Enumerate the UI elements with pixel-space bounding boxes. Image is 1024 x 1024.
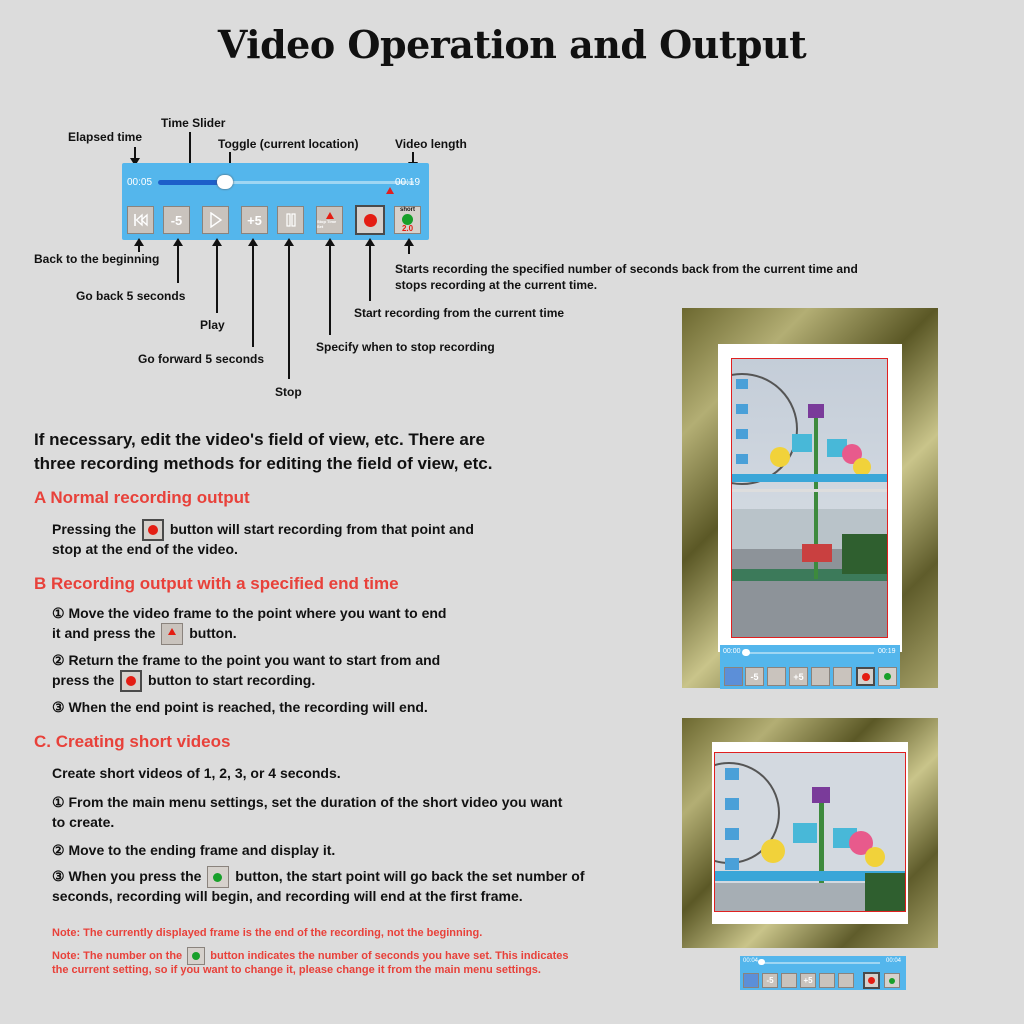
mini-record-button[interactable] — [856, 667, 875, 686]
record-button[interactable] — [355, 205, 385, 235]
pause-icon — [285, 213, 297, 227]
mini-go-forward-5-button[interactable]: +5 — [800, 973, 816, 988]
mini-elapsed: 00:04 — [743, 958, 759, 964]
red-triangle-icon — [168, 628, 176, 635]
connector-line — [177, 245, 179, 283]
label-toggle: Toggle (current location) — [218, 137, 359, 151]
intro-text-line1: If necessary, edit the video's field of view, etc. There are — [34, 430, 485, 449]
rewind-icon — [133, 213, 149, 227]
inline-record-button — [120, 670, 142, 692]
label-elapsed-time: Elapsed time — [68, 130, 143, 144]
record-icon — [862, 673, 870, 681]
mini-stop-button[interactable] — [819, 973, 835, 988]
mini-slider-toggle[interactable] — [758, 959, 765, 965]
mini-short-button[interactable] — [878, 667, 897, 686]
connector-line — [288, 245, 290, 379]
stop-button[interactable] — [277, 206, 304, 234]
mini-control-bar-2 — [740, 956, 906, 990]
mini-short-button[interactable] — [884, 973, 900, 988]
mini-back-to-beginning-button[interactable] — [724, 667, 743, 686]
video-preview-1 — [731, 358, 888, 638]
section-c-step1-a: ① From the main menu settings, set the duration of the short video you want — [52, 794, 563, 810]
mini-go-back-5-button[interactable]: -5 — [745, 667, 764, 686]
page-title: Video Operation and Output — [217, 22, 807, 67]
back-to-beginning-button[interactable] — [127, 206, 154, 234]
record-icon — [364, 214, 377, 227]
section-b-step1-b-before: it and press the — [52, 625, 156, 641]
label-short-description: Starts recording the specified number of seconds back from the current time and stops recording at the current time. — [395, 262, 858, 292]
stop-time-set-label: Stop Time Set — [317, 218, 337, 229]
note-1: Note: The currently displayed frame is the end of the recording, not the beginning. — [52, 927, 483, 939]
mini-record-button[interactable] — [863, 972, 880, 989]
inline-record-button — [142, 519, 164, 541]
section-c-step1-b: to create. — [52, 814, 115, 830]
section-a-line2: stop at the end of the video. — [52, 541, 238, 557]
short-icon — [192, 952, 200, 960]
elapsed-time-readout: 00:05 — [127, 177, 153, 188]
section-a-text — [52, 519, 474, 541]
mini-stop-time-set-button[interactable] — [833, 667, 852, 686]
label-go-forward-5: Go forward 5 seconds — [138, 352, 265, 366]
heading-section-b: B Recording output with a specified end time — [34, 574, 399, 593]
go-forward-5-button[interactable]: +5 — [241, 206, 268, 234]
section-b-step2-b — [52, 670, 315, 692]
record-icon — [148, 525, 158, 535]
section-a-text-before: Pressing the — [52, 521, 137, 537]
section-c-step3-before: ③ When you press the — [52, 868, 202, 884]
note-2-line2: the current setting, so if you want to change it, please change it from the main menu settings. — [52, 964, 541, 976]
section-c-step2: ② Move to the ending frame and display it. — [52, 842, 336, 858]
label-specify-stop: Specify when to stop recording — [316, 340, 495, 354]
heading-section-c: C. Creating short videos — [34, 732, 231, 751]
label-start-recording: Start recording from the current time — [354, 306, 565, 320]
connector-line — [216, 245, 218, 313]
connector-line — [138, 245, 140, 252]
section-b-step2-b-after: button to start recording. — [148, 672, 316, 688]
short-icon — [884, 673, 891, 680]
short-video-button[interactable] — [394, 206, 421, 234]
mini-play-button[interactable] — [767, 667, 786, 686]
time-slider-toggle[interactable] — [217, 175, 233, 189]
mini-slider-track[interactable] — [744, 652, 874, 654]
label-go-back-5: Go back 5 seconds — [76, 289, 186, 303]
stop-time-set-button[interactable] — [316, 206, 343, 234]
amusement-park-photo — [715, 753, 906, 912]
time-slider-fill — [158, 180, 225, 185]
go-back-5-button[interactable]: -5 — [163, 206, 190, 234]
section-b-step2-a: ② Return the frame to the point you want to start from and — [52, 652, 441, 668]
mini-control-bar-1 — [720, 645, 900, 689]
label-play: Play — [200, 318, 225, 332]
label-time-slider: Time Slider — [161, 116, 226, 130]
section-c-step3-b: seconds, recording will begin, and recording will end at the first frame. — [52, 888, 523, 904]
inline-short-button — [207, 866, 229, 888]
short-icon — [213, 873, 222, 882]
mini-length: 00:04 — [886, 958, 902, 964]
label-back-to-beginning: Back to the beginning — [34, 252, 160, 266]
play-button[interactable] — [202, 206, 229, 234]
note-2-after: button indicates the number of seconds you have set. This indicates — [210, 949, 569, 962]
inline-stop-time-set-button — [161, 623, 183, 645]
note-2-before: Note: The number on the — [52, 949, 183, 962]
play-icon — [209, 212, 223, 228]
mini-slider-toggle[interactable] — [742, 649, 750, 656]
mini-play-button[interactable] — [781, 973, 797, 988]
mini-go-forward-5-button[interactable]: +5 — [789, 667, 808, 686]
red-triangle-icon — [326, 212, 334, 219]
video-preview-2 — [714, 752, 906, 912]
record-icon — [868, 977, 875, 984]
mini-length: 00:19 — [878, 648, 896, 655]
mini-go-back-5-button[interactable]: -5 — [762, 973, 778, 988]
mini-back-to-beginning-button[interactable] — [743, 973, 759, 988]
heading-section-a: A Normal recording output — [34, 488, 250, 507]
section-c-step3-after: button, the start point will go back the set number of — [235, 868, 585, 884]
mini-stop-button[interactable] — [811, 667, 830, 686]
record-icon — [126, 676, 136, 686]
section-a-text-after: button will start recording from that point and — [169, 521, 474, 537]
mini-elapsed: 00:00 — [723, 648, 741, 655]
amusement-park-photo — [732, 359, 888, 638]
section-b-step1-b-after: button. — [189, 625, 237, 641]
section-b-step1-b — [52, 623, 237, 645]
section-c-step3 — [52, 866, 584, 888]
connector-line — [369, 245, 371, 301]
video-control-bar — [122, 163, 429, 240]
mini-stop-time-set-button[interactable] — [838, 973, 854, 988]
video-length-readout: 00:19 — [395, 177, 421, 188]
label-video-length: Video length — [395, 137, 467, 151]
section-b-step2-b-before: press the — [52, 672, 115, 688]
section-c-intro: Create short videos of 1, 2, 3, or 4 seconds. — [52, 765, 341, 781]
connector-line — [329, 245, 331, 335]
label-stop: Stop — [275, 385, 302, 399]
intro-text-line2: three recording methods for editing the field of view, etc. — [34, 454, 493, 473]
short-label: short — [400, 207, 415, 213]
section-b-step3: ③ When the end point is reached, the recording will end. — [52, 699, 428, 715]
section-b-step1-a: ① Move the video frame to the point where you want to end — [52, 605, 447, 621]
short-icon — [889, 978, 895, 984]
connector-line — [408, 245, 410, 254]
short-seconds-value: 2.0 — [401, 224, 414, 233]
stop-time-marker-icon — [386, 187, 394, 194]
connector-line — [252, 245, 254, 347]
mini-slider-track[interactable] — [760, 962, 880, 964]
